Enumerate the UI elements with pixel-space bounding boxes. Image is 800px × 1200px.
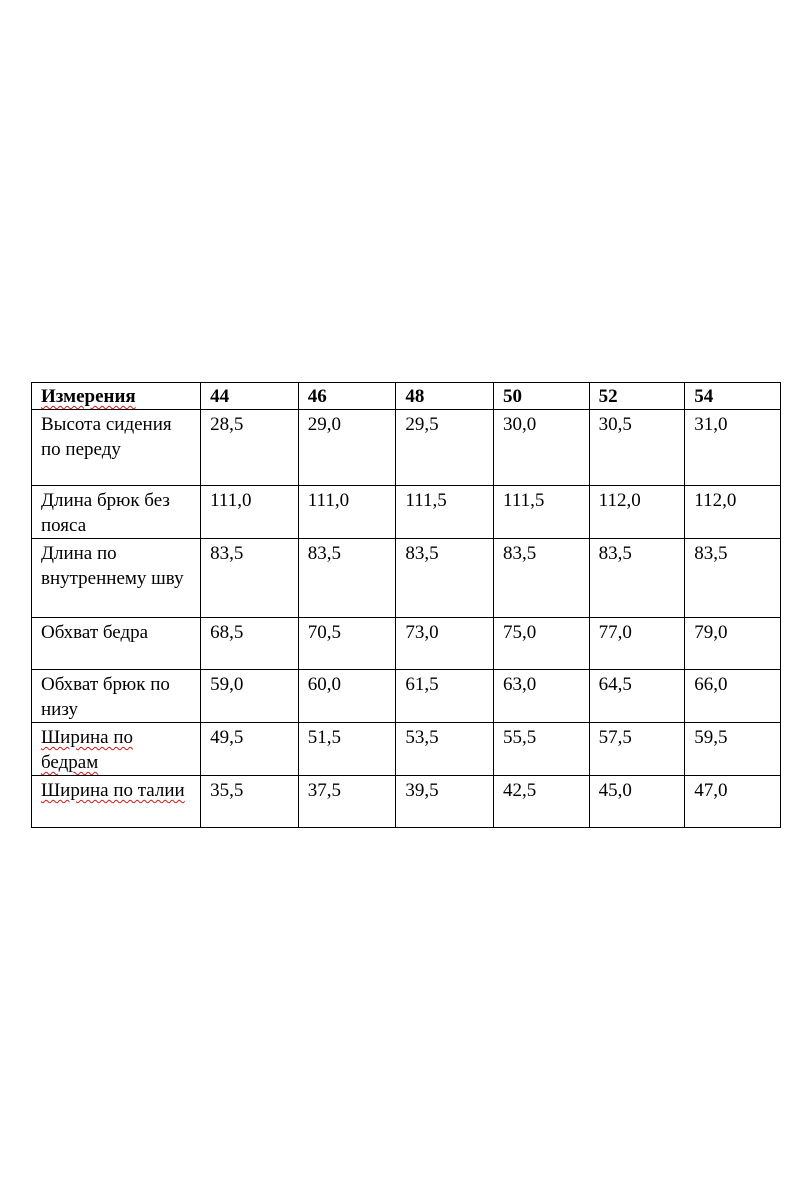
table-cell: 111,5 — [396, 486, 494, 539]
table-cell: 51,5 — [298, 723, 396, 776]
table-cell: 83,5 — [494, 539, 590, 618]
table-cell: 29,0 — [298, 410, 396, 486]
table-cell: 70,5 — [298, 618, 396, 670]
table-cell: 60,0 — [298, 670, 396, 723]
header-size: 50 — [494, 383, 590, 410]
table-row — [32, 723, 781, 776]
header-size: 48 — [396, 383, 494, 410]
table-cell: 83,5 — [685, 539, 781, 618]
table-cell: 45,0 — [589, 776, 685, 828]
table-cell: 49,5 — [201, 723, 299, 776]
row-label: Обхват брюк по низу — [32, 670, 201, 723]
table-cell: 111,5 — [494, 486, 590, 539]
table-cell: 63,0 — [494, 670, 590, 723]
table-cell: 35,5 — [201, 776, 299, 828]
table-row — [32, 410, 781, 486]
table-cell: 79,0 — [685, 618, 781, 670]
table-cell: 53,5 — [396, 723, 494, 776]
size-chart-table — [31, 382, 781, 828]
table-row — [32, 776, 781, 828]
table-cell: 28,5 — [201, 410, 299, 486]
table-cell: 73,0 — [396, 618, 494, 670]
table-cell: 112,0 — [589, 486, 685, 539]
table-cell: 112,0 — [685, 486, 781, 539]
row-label: Ширина по бедрам — [32, 723, 201, 776]
header-measurements: Измерения — [32, 383, 201, 410]
table-cell: 37,5 — [298, 776, 396, 828]
table-cell: 83,5 — [589, 539, 685, 618]
table-cell: 31,0 — [685, 410, 781, 486]
table-cell: 55,5 — [494, 723, 590, 776]
table-cell: 75,0 — [494, 618, 590, 670]
table-cell: 59,5 — [685, 723, 781, 776]
table-cell: 30,0 — [494, 410, 590, 486]
table-row — [32, 539, 781, 618]
table-cell: 111,0 — [298, 486, 396, 539]
table-cell: 77,0 — [589, 618, 685, 670]
header-size: 46 — [298, 383, 396, 410]
header-size: 54 — [685, 383, 781, 410]
table-row — [32, 486, 781, 539]
table-cell: 61,5 — [396, 670, 494, 723]
table-cell: 64,5 — [589, 670, 685, 723]
table-cell: 29,5 — [396, 410, 494, 486]
header-row — [32, 383, 781, 410]
table-cell: 66,0 — [685, 670, 781, 723]
table-cell: 47,0 — [685, 776, 781, 828]
row-label: Длина брюк без пояса — [32, 486, 201, 539]
table-cell: 30,5 — [589, 410, 685, 486]
table-row — [32, 618, 781, 670]
row-label: Обхват бедра — [32, 618, 201, 670]
table-cell: 83,5 — [298, 539, 396, 618]
row-label: Высота сидения по переду — [32, 410, 201, 486]
row-label: Длина по внутреннему шву — [32, 539, 201, 618]
table-cell: 59,0 — [201, 670, 299, 723]
table-row — [32, 670, 781, 723]
table-cell: 39,5 — [396, 776, 494, 828]
row-label: Ширина по талии — [32, 776, 201, 828]
table-cell: 68,5 — [201, 618, 299, 670]
header-size: 44 — [201, 383, 299, 410]
table-cell: 83,5 — [396, 539, 494, 618]
table-cell: 83,5 — [201, 539, 299, 618]
table-cell: 57,5 — [589, 723, 685, 776]
table-cell: 111,0 — [201, 486, 299, 539]
table-cell: 42,5 — [494, 776, 590, 828]
header-size: 52 — [589, 383, 685, 410]
